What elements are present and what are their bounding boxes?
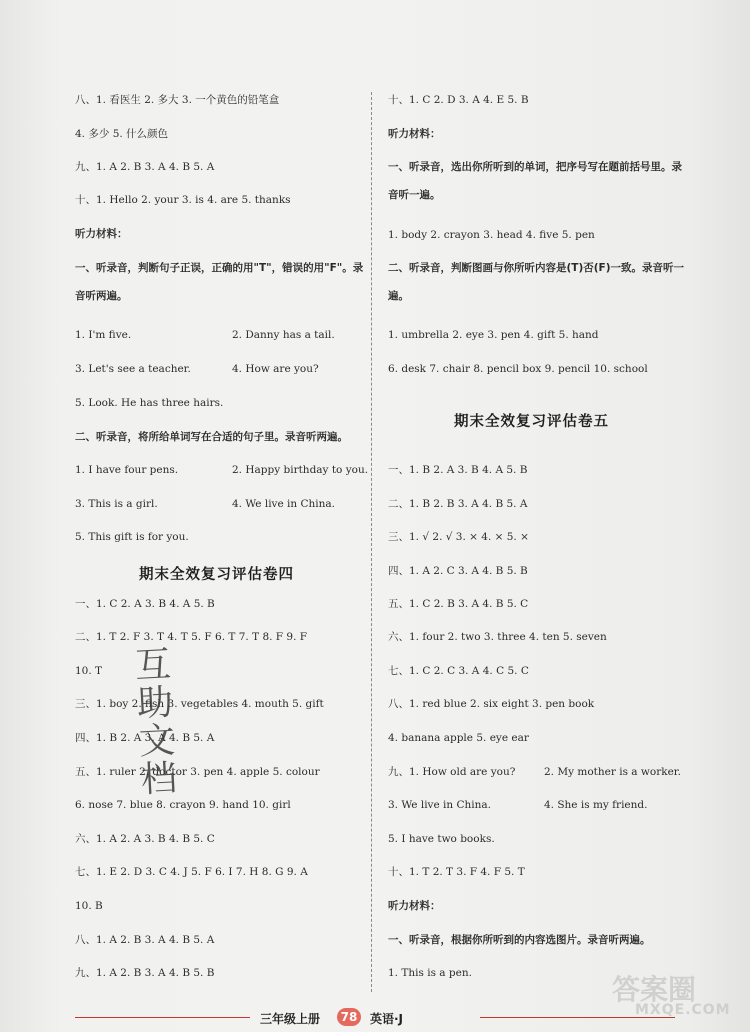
answer-line: 八、1. 看医生 2. 多大 3. 一个黄色的铅笔盒 — [75, 94, 280, 106]
handwriting-char: 档 — [139, 757, 179, 801]
answer-line: 10. B — [75, 900, 103, 912]
answer-line: 三、1. √ 2. √ 3. × 4. × 5. × — [388, 531, 529, 543]
answer-line: 六、1. four 2. two 3. three 4. ten 5. seven — [388, 631, 607, 643]
footer-rule — [480, 1017, 675, 1018]
listening-instruction: 二、听录音，判断图画与你所听内容是(T)否(F)一致。录音听一遍。 — [388, 262, 685, 302]
answer-line: 十、1. Hello 2. your 3. is 4. are 5. thanks — [75, 194, 291, 206]
sentence: 3. We live in China. — [388, 799, 492, 811]
answer-line: 八、1. red blue 2. six eight 3. pen book — [388, 698, 595, 710]
sentence: 3. Let's see a teacher. — [75, 363, 191, 375]
answer-line: 二、1. B 2. B 3. A 4. B 5. A — [388, 498, 528, 510]
sentence: 3. This is a girl. — [75, 498, 158, 510]
sentence: 2. Danny has a tail. — [232, 329, 335, 341]
answer-line: 二、1. T 2. F 3. T 4. T 5. F 6. T 7. T 8. F 9. F — [75, 631, 308, 643]
answer-line: 七、1. C 2. C 3. A 4. C 5. C — [388, 665, 529, 677]
answer-line: 一、1. C 2. A 3. B 4. A 5. B — [75, 598, 215, 610]
answer-line: 五、1. ruler 2. doctor 3. pen 4. apple 5. colour — [75, 766, 320, 778]
answer-line: 4. banana apple 5. eye ear — [388, 732, 529, 744]
handwriting-char: 互 — [133, 644, 173, 687]
sentence: 1. I have four pens. — [75, 464, 179, 476]
watermark-logo: 答案圈 — [612, 973, 697, 1006]
footer-subject: 英语·J — [370, 1012, 404, 1026]
answer-line: 九、1. A 2. B 3. A 4. B 5. B — [75, 967, 215, 979]
listening-instruction: 一、听录音，判断句子正误，正确的用"T"，错误的用"F"。录音听两遍。 — [75, 262, 364, 302]
section-title-5: 期末全效复习评估卷五 — [454, 414, 609, 430]
answer-line: 10. T — [75, 665, 103, 677]
listening-instruction: 一、听录音，根据你所听到的内容选图片。录音听两遍。 — [388, 934, 651, 946]
footer-rule — [75, 1017, 250, 1018]
listening-instruction: 一、听录音，选出你所听到的单词，把序号写在题前括号里。录音听一遍。 — [388, 161, 682, 201]
answer-line: 十、1. T 2. T 3. F 4. F 5. T — [388, 866, 525, 878]
page-footer — [75, 1010, 675, 1026]
answer-line: 5. I have two books. — [388, 833, 495, 845]
answer-line: 四、1. B 2. A 3. A 4. B 5. A — [75, 732, 215, 744]
sentence: 4. We live in China. — [232, 498, 336, 510]
watermark-url: MXQE.COM — [635, 1002, 731, 1018]
answer-line: 6. nose 7. blue 8. crayon 9. hand 10. girl — [75, 799, 291, 811]
sentence: 2. My mother is a worker. — [544, 766, 681, 778]
handwriting-char: 文 — [137, 719, 177, 763]
answer-line: 三、1. boy 2. fish 3. vegetables 4. mouth 5. gift — [75, 698, 324, 710]
sentence: 2. Happy birthday to you. — [232, 464, 369, 476]
sentence: 1. I'm five. — [75, 329, 132, 341]
answer-line: 八、1. A 2. B 3. A 4. B 5. A — [75, 934, 215, 946]
answer-line: 1. This is a pen. — [388, 967, 472, 979]
footer-grade: 三年级上册 — [260, 1012, 321, 1026]
listening-heading: 听力材料： — [388, 900, 441, 912]
listening-instruction: 二、听录音，将所给单词写在合适的句子里。录音听两遍。 — [75, 431, 348, 443]
answer-line: 五、1. C 2. B 3. A 4. B 5. C — [388, 598, 529, 610]
handwriting-char: 助 — [135, 682, 175, 725]
answer-line: 6. desk 7. chair 8. pencil box 9. pencil 10. school — [388, 363, 648, 375]
listening-heading: 听力材料： — [75, 228, 128, 240]
answer-line: 十、1. C 2. D 3. A 4. E 5. B — [388, 94, 529, 106]
sentence: 九、1. How old are you? — [388, 766, 516, 778]
answer-line: 九、1. A 2. B 3. A 4. B 5. A — [75, 161, 215, 173]
section-title-4: 期末全效复习评估卷四 — [139, 567, 294, 583]
answer-line: 4. 多少 5. 什么颜色 — [75, 128, 169, 140]
page-number: 78 — [337, 1008, 361, 1026]
column-divider — [371, 92, 372, 992]
handwriting-overlay — [134, 644, 212, 799]
answer-line: 1. body 2. crayon 3. head 4. five 5. pen — [388, 229, 595, 241]
answer-line: 5. This gift is for you. — [75, 531, 189, 543]
sentence: 4. How are you? — [232, 363, 319, 375]
answer-line: 5. Look. He has three hairs. — [75, 397, 224, 409]
listening-heading: 听力材料： — [388, 128, 441, 140]
answer-line: 四、1. A 2. C 3. A 4. B 5. B — [388, 565, 528, 577]
sentence: 4. She is my friend. — [544, 799, 648, 811]
answer-line: 七、1. E 2. D 3. C 4. J 5. F 6. I 7. H 8. G 9. A — [75, 866, 308, 878]
answer-line: 1. umbrella 2. eye 3. pen 4. gift 5. hand — [388, 329, 599, 341]
answer-line: 六、1. A 2. A 3. B 4. B 5. C — [75, 833, 215, 845]
answer-line: 一、1. B 2. A 3. B 4. A 5. B — [388, 464, 528, 476]
